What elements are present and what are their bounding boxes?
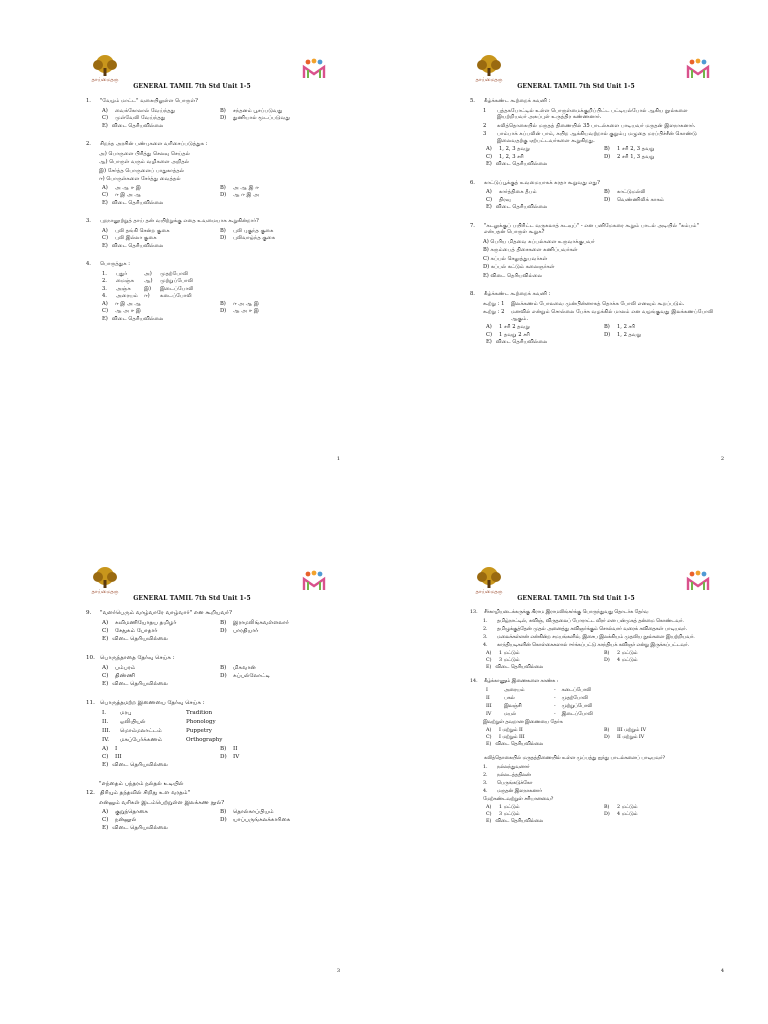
question-4: 4. பொருத்துக : 1. புதுர் அ) முதற்போலி 2. மைஞ்சு ஆ) முற்றுப்போலி 3. அஞ்சு இ) இடைப்போலி 4. அரையம் ஈ) கடைப்போலி A) ஈ இ அ ஆ B) ஈ அ ஆ இ C) ஆ அ ஈ இ D) ஆ அ ஈ இ E) விடை தெரியவில்லை: [86, 261, 332, 322]
pair-row: II பகல் - முதற்போலி: [486, 695, 588, 701]
option-a[interactable]: A) 1 மட்டும்: [486, 804, 520, 810]
question-7: 7. "கடலுக்குப் பயிரிட்ட வருகலாத் கடவுப்" - என பனிமேகரை கூறும் பாடல் அடியில் "கம்பம்" என்பதன் பொருள் கூறுக? A) பெரிய மிதவை கப்பல்களை உருவாக்குபவர் B) கரும்பைத் திசைகளை கணிப்பவர்கள் C) கப்பல் செலுத்துபவர்கள் D) கப்பல் கட்டும் கலைஞர்கள் E) விடை தெரியவில்லை: [470, 223, 716, 280]
option-d[interactable]: D) யாப்பருங்கலக்காரிகை: [220, 816, 291, 823]
page-number: 1: [336, 456, 340, 462]
match-row: 3. அஞ்சு இ) இடைப்போலி: [102, 285, 194, 292]
option-d[interactable]: D) வெண்ணிலிக் காகம்: [604, 196, 665, 203]
pair-row: I. மரபு Tradition: [102, 709, 213, 716]
option-b[interactable]: B) இராமலிங்கவள்ளலார்: [220, 619, 289, 626]
option-e[interactable]: E) விடை தெரியவில்லை: [102, 199, 164, 206]
option-b[interactable]: B) புலி புகுந்த குகை: [220, 227, 274, 234]
pair-row: IV. மகப்பேர்க்கணம் Orthography: [102, 736, 223, 743]
pair-row: III. மொம்மலாட்டம் Puppetry: [102, 727, 212, 734]
logo-tree-icon: [86, 54, 124, 86]
option-e[interactable]: E) விடை தெரியவில்லை: [486, 818, 544, 824]
pair-row: III இலஞ்சி - முற்றுப்போலி: [486, 703, 593, 709]
match-row: 4. அரையம் ஈ) கடைப்போலி: [102, 293, 192, 299]
option-e[interactable]: E) விடை தெரியவில்லை: [102, 242, 164, 249]
option-c[interactable]: C) திரவு: [486, 196, 511, 203]
option-c[interactable]: C) 1, 2, 3 சரி: [486, 153, 524, 160]
option-b[interactable]: B) III மற்றும் IV: [604, 727, 647, 733]
match-row: 2. மைஞ்சு ஆ) முற்றுப்போலி: [102, 278, 194, 284]
question-8: 8. கீழ்க்கண்ட கூற்றைக் கவனி : கூற்று : 1 இலக்கணம் போலவை முன்பின்னாகத் தொக்க போலி எனவும் கூறப்படும். கூற்று : 2 மனவில் என்றும் சொல்லை பேச்சு வழக்கில் மாலம் என வழங்குவது இலக்கணப்போலி ஆகும். A) 1 சரி 2 தவறு B) 1, 2 சரி C) 1 தவறு 2 சரி D) 1, 2 தவறு E) விடை தெரியவில்லை: [470, 291, 716, 346]
question-15: கலித்தொகையில் மருதத்திணையில் உள்ள முப்பத்து ஐந்து பாடல்களைப் பாடியவர்? 1. நல்லந்துவனார் 2. நல்லடத்ததிலன் 3. பெருங்கடுக்கோ 4. மருதன் இளநாகனார் மேற்கண்டவற்றுள் சரியானவை? A) 1 மட்டும் B) 2 மட்டும் C) 3 மட்டும் D) 4 மட்டும் E) விடை தெரியவில்லை: [470, 756, 716, 825]
option-d[interactable]: D) புலிவாழ்ந்த குகை: [220, 235, 276, 241]
option-a[interactable]: A) ஈ இ அ ஆ: [102, 300, 141, 307]
question-5: 5. கீழ்க்கண்ட கூற்றைக் கவனி : 1 புத்தகபோட்டில் உள்ள பொருள்மைக்குறிப்பிட்ட பட்டியல்போல் ஆகிய நூல்களை இயற்றியவர் அகப்புள் உருத்திர கண்ணனார். 2 கலித்தொகையில் மருதத் திணையில் 35 பாடல்களை பாடியவர் மருதன் இளநாகனார். 3 பாம்பாக் கப்பலின் பாம், கயிற ஆக்கியவற்றால் குறும்பு மழுதை மரப்பிச்சீன் கொண்டு இலைவதற்கு ஏற்பட்டவர்களை கூறுகிறது. A) 1, 2, 3 தவறு B) 1 சரி 2, 3 தவறு C) 1, 2, 3 சரி D) 2 சரி 1, 3 தவறு E) விடை தெரியவில்லை: [470, 98, 716, 168]
question-13: 13. சீர்காழியடைக்கருக்கு கிராம இராமலிங்கர்க்கு பொருந்துவது தொடர்க தேர்வ 1. தமிழ்நாட்டில், சுவிஞ், விருதலைப் போராட்ட வீரர் என பன்முகத் தன்மை கொண்டவர். 2. தமிழுக்குத்தேன் முதல் அனைத்து கவிஞர்க்கும் சொல்வார் வரைக் கவிதைகள் பாடியவர். 3. மலைக்கள்ளன் என்கின்ற சமயங்களில், இசைப இலக்கியம் முதலிய நூல்களை இயற்றியவர். 4. காந்தியடிகளின் கொள்கைகளால் ஈர்க்கப்பட்டு காந்தியக் கவிஞர் என்று இருக்கப்பட்டவர். A) 1 மட்டும் B) 2 மட்டும் C) 3 மட்டும் D) 4 மட்டும் E) விடை தெரியவில்லை: [470, 610, 716, 671]
option-c[interactable]: C) புலி இல்லா குகை: [102, 235, 157, 241]
option-a[interactable]: A) பெரிய மிதவை கப்பல்களை உருவாக்குபவர்: [483, 238, 595, 245]
option-c[interactable]: C) நன்னூல்: [102, 816, 137, 823]
option-a[interactable]: A) 1 மட்டும்: [486, 650, 520, 656]
option-b[interactable]: B) அ ஆ இ ஈ: [220, 184, 259, 191]
option-c[interactable]: C) 1 தவறு 2 சரி: [486, 331, 530, 338]
page-4: [384, 512, 768, 1024]
option-a[interactable]: A) புலி தங்கி சென்ற குகை: [102, 227, 170, 234]
option-b[interactable]: B) தொல்காப்பியம்: [220, 808, 274, 815]
option-d[interactable]: D) IV: [220, 753, 240, 760]
option-a[interactable]: A) கார்த்திகை தீபம்: [486, 189, 537, 195]
logo-tree-icon: [86, 566, 124, 598]
option-e[interactable]: E) விடை தெரியவில்லை: [102, 122, 164, 129]
option-e[interactable]: E) விடை தெரியவில்லை: [486, 339, 548, 345]
pair-row: IV மயல் - இடைப்போலி: [486, 711, 593, 717]
question-11: 11. பொருத்தமற்ற இணையை தேர்வு செய்க : I. மரபு Tradition II. ஒலியியல் Phonology III. மொம்மலாட்டம் Puppetry IV. மகப்பேர்க்கணம் Orthography A) I B) II C) III D) IV E) விடை தெரியவில்லை: [86, 700, 332, 769]
option-d[interactable]: D) 4 மட்டும்: [604, 811, 638, 817]
option-d[interactable]: D) 2 சரி 1, 3 தவறு: [604, 153, 655, 160]
option-e[interactable]: E) விடை தெரியவில்லை: [483, 272, 543, 279]
pair-row: II. ஒலியியல் Phonology: [102, 718, 216, 725]
brand-family-icon: [302, 569, 326, 593]
question-9: 9. "வளர்பெரும் வாழ்வாரே வாழ்வார்" என கூறியவர்? A) கவிமணியோதய தமிழர் B) இராமலிங்கவள்ளலார் C) சேதுகம் போதார் D) பாரதியார் E) விடை தெரியவில்லை: [86, 610, 332, 643]
option-a[interactable]: A) 1, 2, 3 தவறு: [486, 146, 530, 152]
brand-family-icon: [686, 57, 710, 81]
option-b[interactable]: B) கரும்பைத் திசைகளை கணிப்பவர்கள்: [483, 247, 578, 253]
option-c[interactable]: C) முள்வேலி வேய்ந்தது: [102, 115, 166, 121]
option-d[interactable]: D) ஆ ஈ இ அ: [220, 192, 259, 198]
option-e[interactable]: E) விடை தெரியவில்லை: [102, 635, 168, 642]
brand-family-icon: [302, 57, 326, 81]
option-d[interactable]: D) துணியால் மூடப்படுவது: [220, 115, 291, 121]
question-14: 14. கீழ்க்காணும் இணைகளை காண்க : I அரையம் - கடைப்போலி II பகல் - முதற்போலி III இலஞ்சி - முற்றுப்போலி IV மயல் - இடைப்போலி இவற்றுள் தவறான இணையை தேர்க A) I மற்றும் II B) III மற்றும் IV C) I மற்றும் III D) II மற்றும் IV E) விடை தெரியவில்லை: [470, 679, 716, 748]
option-d[interactable]: D) II மற்றும் IV: [604, 734, 645, 740]
option-a[interactable]: A) அ ஆ ஈ இ: [102, 184, 141, 191]
option-b[interactable]: B) 2 மட்டும்: [604, 650, 638, 656]
option-e[interactable]: E) விடை தெரியவில்லை: [486, 161, 548, 167]
option-c[interactable]: C) கப்பல் செலுத்துபவர்கள்: [483, 255, 548, 262]
option-b[interactable]: B) 1, 2 சரி: [604, 324, 636, 330]
option-a[interactable]: A) கவிமணியோதய தமிழர்: [102, 619, 177, 626]
option-c[interactable]: C) 3 மட்டும்: [486, 811, 520, 817]
option-d[interactable]: D) 4 மட்டும்: [604, 657, 638, 663]
option-b[interactable]: B) சந்தனம் பூசப்படுவது: [220, 107, 283, 114]
page-title: GENERAL TAMIL 7th Std Unit 1-5: [133, 595, 251, 602]
option-c[interactable]: C) 3 மட்டும்: [486, 657, 520, 663]
option-a[interactable]: A) பம்பரம்: [102, 664, 136, 671]
option-a[interactable]: A) I மற்றும் II: [486, 727, 523, 733]
svg-text:தாய்மைதரு: தாய்மைதரு: [475, 589, 503, 595]
page-3: [0, 512, 384, 1024]
option-d[interactable]: D) கப்பல்லோட்டி: [220, 672, 270, 679]
logo-tree-icon: [470, 566, 508, 598]
option-c[interactable]: C) சேதுகம் போதார்: [102, 627, 158, 634]
page-title: GENERAL TAMIL 7th Std Unit 1-5: [517, 595, 635, 602]
option-a[interactable]: A) வைக்கோலால் வேய்ந்தது: [102, 107, 176, 114]
option-e[interactable]: E) விடை தெரியவில்லை: [102, 824, 168, 831]
option-d[interactable]: D) 1, 2 தவறு: [604, 331, 642, 338]
svg-text:தாய்மைதரு: தாய்மைதரு: [475, 77, 503, 83]
question-10: 10. பொருந்தாதை தேர்வு செய்க : A) பம்பரம் B) மிகவான் C) திண்ணி D) கப்பல்லோட்டி E) விடை தெரியவில்லை: [86, 655, 332, 688]
option-e[interactable]: E) விடை தெரியவில்லை: [102, 680, 168, 687]
option-d[interactable]: D) ஆ அ ஈ இ: [220, 308, 259, 314]
option-c[interactable]: C) ஈ இ அ ஆ: [102, 192, 141, 198]
question-12: "எந்தைம் பந்தரம் நல்தல் உடியில் 12. திரியும் தந்தவில் சிறிது உள வரதம்" என்னும் வரிகள் இடம்பெற்றுள்ள இலக்கண நூல்? A) குறுந்தொகை B) தொல்காப்பியம் C) நன்னூல் D) யாப்பருங்கலக்காரிகை E) விடை தெரியவில்லை: [86, 781, 332, 832]
option-e[interactable]: E) விடை தெரியவில்லை: [102, 761, 168, 768]
option-c[interactable]: C) III: [102, 753, 122, 760]
logo-tree-icon: [470, 54, 508, 86]
option-c[interactable]: C) ஆ அ ஈ இ: [102, 308, 141, 314]
option-b[interactable]: B) II: [220, 745, 238, 752]
page-number: 3: [336, 968, 340, 974]
page-2: [384, 0, 768, 512]
option-b[interactable]: B) மிகவான்: [220, 664, 256, 671]
page-1: [0, 0, 384, 512]
option-b[interactable]: B) காட்டுமல்லி: [604, 189, 646, 195]
question-3: 3. புறநானூற்றுத் தாய் தன் வயிற்றுக்கு எதை உவமையாக கூறுகின்றார்? A) புலி தங்கி சென்ற குகை B) புலி புகுந்த குகை C) புலி இல்லா குகை D) புலிவாழ்ந்த குகை E) விடை தெரியவில்லை: [86, 218, 332, 249]
page-title: GENERAL TAMIL 7th Std Unit 1-5: [133, 83, 251, 90]
option-d[interactable]: D) பாரதியார்: [220, 627, 259, 634]
option-e[interactable]: E) விடை தெரியவில்லை: [486, 664, 544, 670]
option-d[interactable]: D) கப்பல் கட்டும் கலைஞர்கள்: [483, 264, 555, 270]
option-b[interactable]: B) 2 மட்டும்: [604, 804, 638, 810]
brand-family-icon: [686, 569, 710, 593]
option-b[interactable]: B) 1 சரி 2, 3 தவறு: [604, 146, 655, 152]
option-a[interactable]: A) குறுந்தொகை: [102, 808, 148, 815]
option-c[interactable]: C) I மற்றும் III: [486, 734, 525, 740]
option-e[interactable]: E) விடை தெரியவில்லை: [486, 741, 544, 747]
option-e[interactable]: E) விடை தெரியவில்லை: [102, 315, 164, 322]
svg-text:தாய்மைதரு: தாய்மைதரு: [91, 77, 119, 83]
page-title: GENERAL TAMIL 7th Std Unit 1-5: [517, 83, 635, 90]
question-6: 6. காட்டுப்பூக்குத் உவமையாகக் கரதா கூறுவது எது? A) கார்த்திகை தீபம் B) காட்டுமல்லி C) திரவு D) வெண்ணிலிக் காகம் E) விடை தெரியவில்லை: [470, 180, 716, 211]
option-a[interactable]: A) 1 சரி 2 தவறு: [486, 324, 530, 330]
page-number: 2: [720, 456, 724, 462]
option-b[interactable]: B) ஈ அ ஆ இ: [220, 300, 259, 307]
option-a[interactable]: A) I: [102, 745, 118, 752]
match-row: 1. புதுர் அ) முதற்போலி: [102, 270, 189, 277]
option-e[interactable]: E) விடை தெரியவில்லை: [486, 204, 548, 210]
page-number: 4: [720, 968, 724, 974]
option-c[interactable]: C) திண்ணி: [102, 672, 136, 679]
question-1: 1. "வேழம் மாட்ட" வகையிலுள்ள பொருள்? A) வைக்கோலால் வேய்ந்தது B) சந்தனம் பூசப்படுவது C) முள்வேலி வேய்ந்தது D) துணியால் மூடப்படுவது E) விடை தெரியவில்லை: [86, 98, 332, 129]
question-2: 2. சிறந்த அரசின் பண்புகளை வரிசைப்படுத்துக : அ) பொருளை பிரித்து செலவு செய்தல் ஆ) பொருள் வரும் வழிகளை அறிதல் இ) சேர்த்த பொருளைப் பாதுகாத்தல் ஈ) பொருள்களை சேர்த்து வைத்தல் A) அ ஆ ஈ இ B) அ ஆ இ ஈ C) ஈ இ அ ஆ D) ஆ ஈ இ அ E) விடை தெரியவில்லை: [86, 141, 332, 206]
svg-text:தாய்மைதரு: தாய்மைதரு: [91, 589, 119, 595]
pair-row: I அரையம் - கடைப்போலி: [486, 687, 591, 693]
